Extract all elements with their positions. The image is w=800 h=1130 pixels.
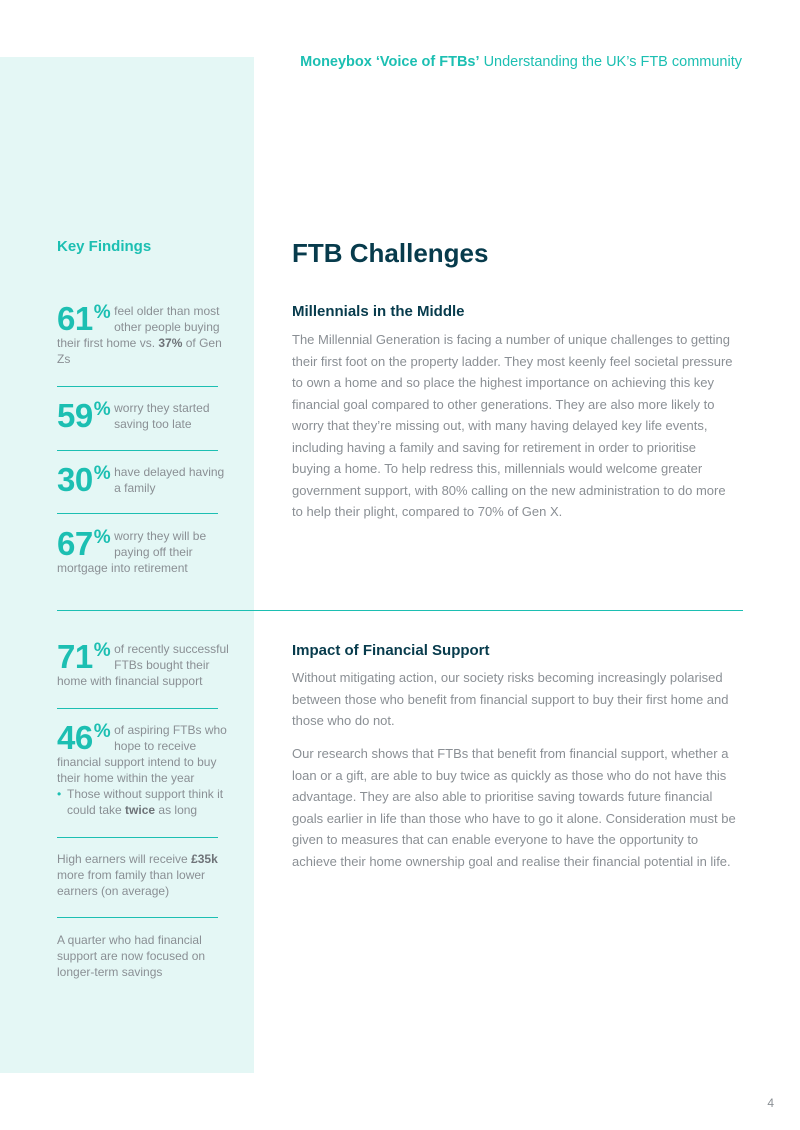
section-paragraph-2: Our research shows that FTBs that benefit from financial support, whether a loan or a gift, are able to buy twice as quickly as those who do not have this advantage. They are also able to prioritise saving towards future financial goals earlier in life than those who have to go it alone. Consideration must be given to measures that can enable everyone to have the opportunity to achieve their home ownership goal and realise their financial potential in life. <box>292 746 736 869</box>
bullet-item: • Those without support think it could take twice as long <box>57 786 232 818</box>
divider <box>57 386 218 387</box>
page-title: FTB Challenges <box>292 238 489 268</box>
stat-value: 46% <box>57 719 111 756</box>
quarter-finding: A quarter who had financial support are now focused on longer-term savings <box>57 933 206 979</box>
stat-67: 67% worry they will be paying off their mortgage into retirement <box>57 525 207 575</box>
stat-value: 59% <box>57 397 111 434</box>
stat-value: 30% <box>57 461 111 498</box>
stat-value: 71% <box>57 638 111 675</box>
stat-46: 46% of aspiring FTBs who hope to receive financial support intend to buy their home within the year • Those without support think it could take twice as long <box>57 722 232 818</box>
stat-61: 61% feel older than most other people buying their first home vs. 37% of Gen Zs <box>57 300 222 366</box>
key-findings-title: Key Findings <box>57 238 152 255</box>
section-title-millennials: Millennials in the Middle <box>292 303 465 320</box>
stat-value: 67% <box>57 525 111 562</box>
divider <box>57 450 218 451</box>
section-divider <box>57 610 743 611</box>
stat-30: 30% have delayed having a family <box>57 461 225 498</box>
divider <box>57 917 218 918</box>
section-paragraph-1: Without mitigating action, our society risks becoming increasingly polarised between those who benefit from financial support to buy their first home and those who do not. <box>292 670 729 728</box>
high-earners-finding: High earners will receive £35k more from family than lower earners (on average) <box>57 852 218 898</box>
stat-71: 71% of recently successful FTBs bought their home with financial support <box>57 638 229 688</box>
page-number: 4 <box>767 1096 774 1110</box>
stat-value: 61% <box>57 300 111 337</box>
stat-59: 59% worry they started saving too late <box>57 397 210 434</box>
header-subtitle: Understanding the UK’s FTB community <box>483 54 742 70</box>
section-body-millennials: The Millennial Generation is facing a number of unique challenges to getting their first foot on the property ladder. They most keenly feel societal pressure to own a home and so place the highest importance on achieving this key financial goal compared to other generations. They are also more likely to worry that they’re missing out, with many having delayed key life events, including having a family and saving for retirement in order to prioritise buying a home. To help redress this, millennials would welcome greater government support, with 80% calling on the new administration to do more to help their plight, compared to 70% of Gen X. <box>292 332 733 519</box>
divider <box>57 708 218 709</box>
divider <box>57 837 218 838</box>
section-title-financial-support: Impact of Financial Support <box>292 642 490 659</box>
divider <box>57 513 218 514</box>
header-brand: Moneybox ‘Voice of FTBs’ <box>300 54 480 70</box>
page-header <box>300 54 742 70</box>
